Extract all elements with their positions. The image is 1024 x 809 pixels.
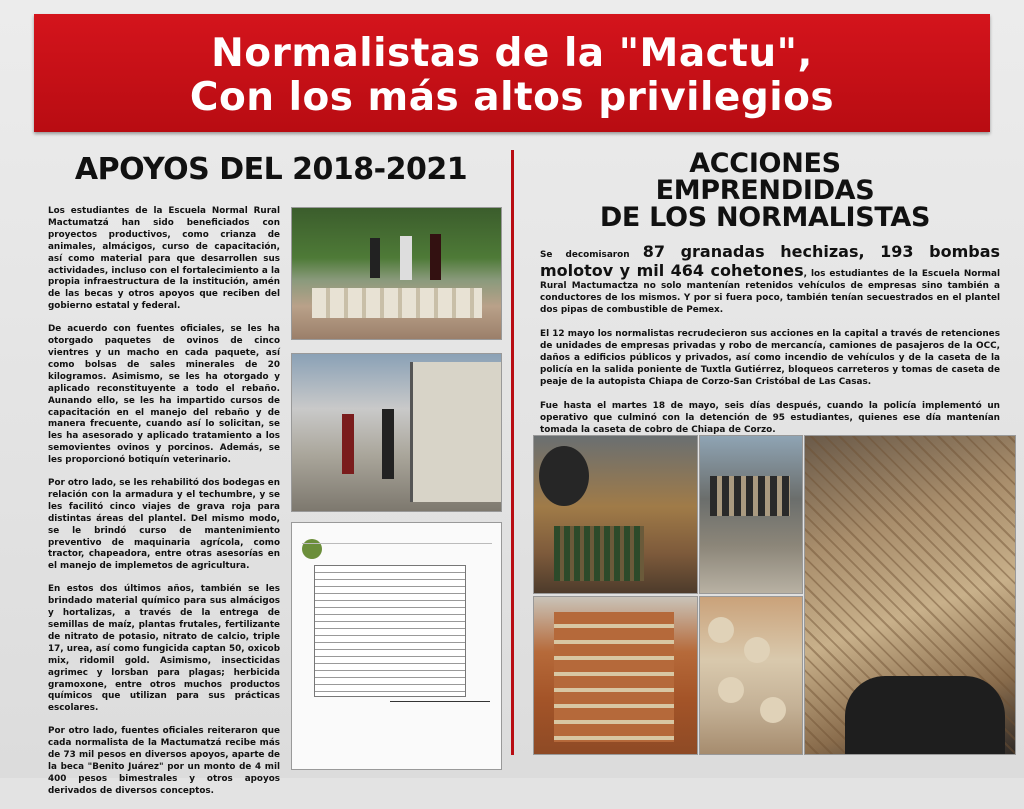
right-paragraph-3: Fue hasta el martes 18 de mayo, seis días después, cuando la policía implementó un operativo que culminó con la detención de 95 estudiantes, quienes ese día mantenían tomada la caseta de cobro de Chiapa de Corzo. [540, 401, 1000, 435]
right-p1-highlight: 87 granadas hechizas, 193 bombas molotov y mil 464 cohetones [540, 242, 1001, 280]
headline-line-1: Normalistas de la "Mactu", [211, 31, 813, 76]
right-paragraph-2: El 12 mayo los normalistas recrudecieron sus acciones en la capital a través de retenciones de unidades de empresas privadas y robo de mercancía, camiones de pasajeros de la OCC, daños a edificios públicos y privados, así como incendio de vehículos y de la caseta de la policía en la salida poniente de Tuxtla Gutiérrez, bloqueos carreteros y tomas de caseta de peaje de la autopista Chiapa de Corzo-San Cristóbal de Las Casas. [540, 329, 1000, 387]
receipt-signature [390, 701, 490, 742]
right-p1-lead: Se decomisaron [540, 250, 630, 260]
right-title-line-1: ACCIONES [689, 148, 841, 179]
right-paragraph-1 [540, 242, 1000, 316]
left-article-text [48, 206, 280, 809]
right-title-line-3: DE LOS NORMALISTAS [599, 202, 931, 233]
left-paragraph-3: Por otro lado, se les rehabilitó dos bodegas en relación con la armadura y el techumbre, y se les facilitó cinco viajes de grava roja para distintas áreas del plantel. Del mismo modo, se le brindó curso de mantenimiento preventivo de maquinaria agrícola, como tractor, chapeadora, entre otras asesorías en el manejo de implemetos de agricultura. [48, 478, 280, 572]
photo-molotov-crates [533, 596, 698, 755]
left-paragraph-1: Los estudiantes de la Escuela Normal Rural Mactumatzá han sido beneficiados con proyectos productivos, como crianza de animales, almácigos, curso de capacitación, así como material para que desarrollen sus actividades, incluso con el fortalecimiento a la propia infraestructura de la institución, amén de las becas y otros apoyos que reciben del gobierno estatal y federal. [48, 206, 280, 312]
left-section-title: APOYOS DEL 2018-2021 [74, 152, 468, 187]
right-p1-rest: , los estudiantes de la Escuela Normal Rural Mactumactza no solo mantenían retenidos vehículos de empresas sino también a conductores de los mismos. Y por si fuera poco, también tenían secuestrados en el plantel dos pipas de combustible de Pemex. [540, 269, 1000, 315]
right-title-line-2: EMPRENDIDAS [655, 175, 875, 206]
right-section-title [530, 150, 1000, 231]
photo-homemade-grenades [699, 596, 803, 755]
left-paragraph-5: Por otro lado, fuentes oficiales reiteraron que cada normalista de la Mactumatzá recibe más de 73 mil pesos en diversos apoyos, aparte de la beca "Benito Juárez" por un monto de 4 mil 400 pesos bimestrales y otros apoyos derivados de diversos conceptos. [48, 726, 280, 796]
column-divider [511, 150, 514, 755]
headline [34, 32, 990, 120]
photo-students-with-supplies [291, 207, 502, 340]
headline-line-2: Con los más altos privilegios [189, 75, 835, 120]
headline-banner [34, 14, 990, 132]
left-paragraph-4: En estos dos últimos años, también se les brindado material químico para sus almácigos y hortalizas, a través de la entrega de semillas de maíz, plantas frutales, fertilizante de nitrato de potasio, nitrato de calcio, triple 17, urea, así como fungicida captan 50, oxicob mix, ridomil gold. Asimismo, insecticidas agrimec y lorsban para plagas; herbicida gramoxone, entre otros muchos productos químicos que utilizan para sus prácticas escolares. [48, 584, 280, 714]
photo-police-operation [699, 435, 803, 594]
receipt-table [314, 565, 466, 697]
left-paragraph-2: De acuerdo con fuentes oficiales, se les ha otorgado paquetes de ovinos de cinco vientres y un macho en cada paquete, así como bolsas de sales minerales de 20 kilogramos. Asimismo, se les ha otorgado y aplicado reconstituyente a todo el rebaño. Aunando ello, se les ha impartido cursos de capacitación en el manejo del rebaño y de manera frecuente, cuando así lo solicitan, se les ha asesorado y aplicado tratamiento a los semovientes ovinos y porcinos. Además, se les proporcionó botiquín veterinario. [48, 324, 280, 466]
photo-delivery-truck [291, 353, 502, 512]
photo-seized-bottles [533, 435, 698, 594]
right-article-text [540, 242, 1000, 448]
photo-rockets-bundle [804, 435, 1016, 755]
photo-receipt-document [291, 522, 502, 770]
